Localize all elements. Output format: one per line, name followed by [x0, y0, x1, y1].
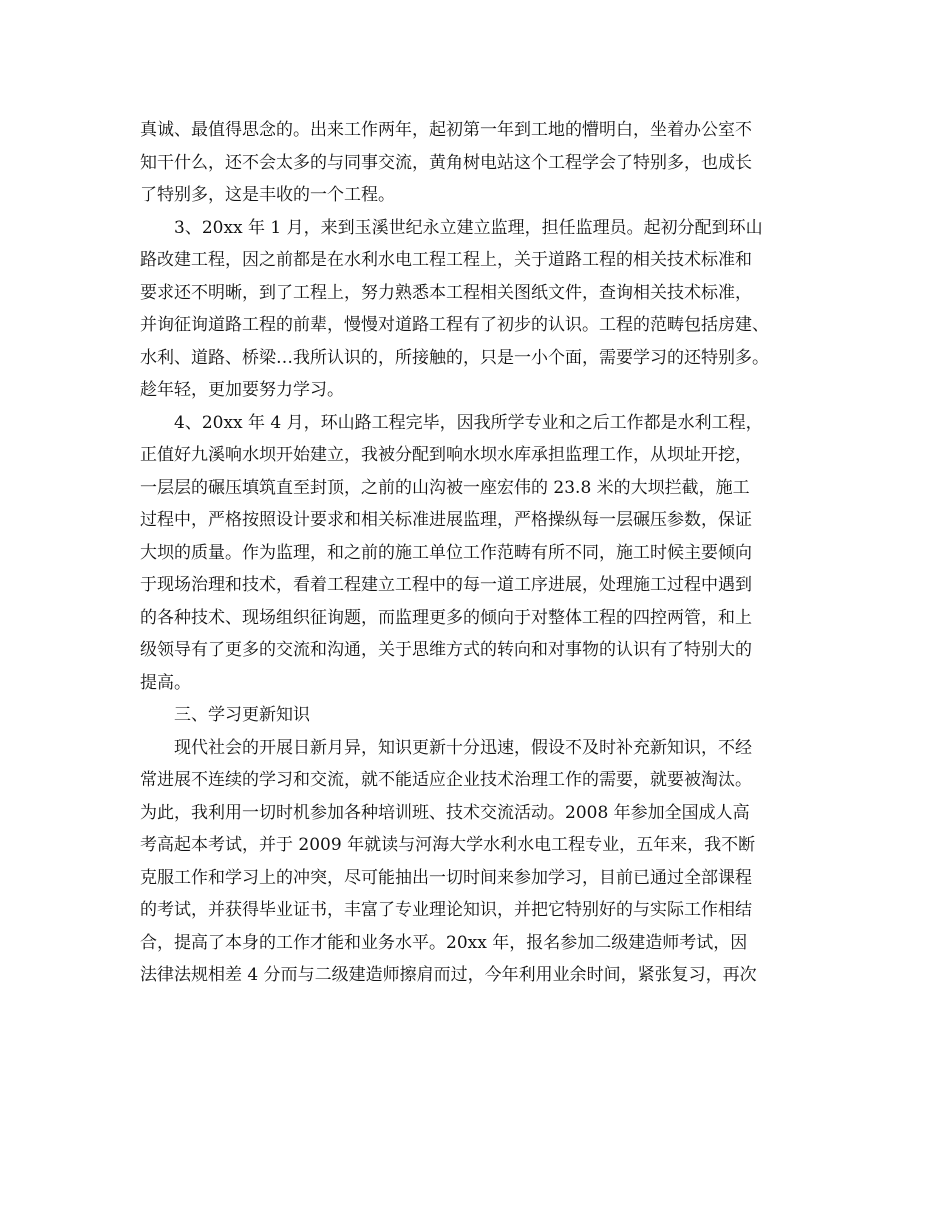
document-body	[140, 114, 820, 992]
text-line: 级领导有了更多的交流和沟通，关于思维方式的转向和对事物的认识有了特别大的	[140, 640, 752, 660]
text-line: 大坝的质量。作为监理，和之前的施工单位工作范畴有所不同，施工时候主要倾向	[140, 542, 752, 563]
text-line: 要求还不明晰，到了工程上，努力熟悉本工程相关图纸文件，查询相关技术标准，	[140, 282, 752, 303]
text-line: 于现场治理和技术，看着工程建立工程中的每一道工序进展，处理施工过程中遇到	[140, 575, 752, 595]
text-line: 现代社会的开展日新月异，知识更新十分迅速，假设不及时补充新知识，不经	[140, 737, 752, 758]
text-line: 常进展不连续的学习和交流，就不能适应企业技术治理工作的需要，就要被淘汰。	[140, 770, 752, 790]
text-line: 正值好九溪响水坝开始建立，我被分配到响水坝水库承担监理工作，从坝址开挖，	[140, 445, 752, 465]
text-line: 了特别多，这是丰收的一个工程。	[140, 185, 395, 205]
text-line: 知干什么，还不会太多的与同事交流，黄角树电站这个工程学会了特别多，也成长	[140, 152, 752, 173]
text-line: 水利、道路、桥梁…我所认识的，所接触的，只是一小个面，需要学习的还特别多。	[140, 347, 769, 368]
text-line: 真诚、最值得思念的。出来工作两年，起初第一年到工地的懵明白，坐着办公室不	[140, 120, 752, 140]
text-line: 4、20xx 年 4 月，环山路工程完毕，因我所学专业和之后工作都是水利工程，	[140, 412, 763, 433]
text-line: 过程中，严格按照设计要求和相关标准进展监理，严格操纵每一层碾压参数，保证	[140, 510, 752, 530]
text-line: 的考试，并获得毕业证书，丰富了专业理论知识，并把它特别好的与实际工作相结	[140, 900, 752, 920]
text-line: 一层层的碾压填筑直至封顶，之前的山沟被一座宏伟的 23.8 米的大坝拦截，施工	[140, 477, 750, 498]
text-line: 路改建工程，因之前都是在水利水电工程工程上，关于道路工程的相关技术标准和	[140, 250, 752, 270]
text-line: 为此，我利用一切时机参加各种培训班、技术交流活动。2008 年参加全国成人高	[140, 802, 750, 823]
text-line: 的各种技术、现场组织征询题，而监理更多的倾向于对整体工程的四控两管，和上	[140, 607, 752, 628]
text-line: 3、20xx 年 1 月，来到玉溪世纪永立建立监理，担任监理员。起初分配到环山	[140, 217, 763, 238]
section-heading: 三、学习更新知识	[140, 705, 310, 725]
text-line: 并询征询道路工程的前辈，慢慢对道路工程有了初步的认识。工程的范畴包括房建、	[140, 315, 769, 335]
text-line: 趁年轻，更加要努力学习。	[140, 380, 344, 400]
text-line: 法律法规相差 4 分而与二级建造师擦肩而过，今年利用业余时间，紧张复习，再次	[140, 965, 757, 985]
text-line: 合，提高了本身的工作才能和业务水平。20xx 年，报名参加二级建造师考试，因	[140, 932, 748, 953]
text-line: 提高。	[140, 672, 191, 693]
text-line: 克服工作和学习上的冲突，尽可能抽出一切时间来参加学习，目前已通过全部课程	[140, 867, 752, 888]
text-line: 考高起本考试，并于 2009 年就读与河海大学水利水电工程专业，五年来，我不断	[140, 835, 756, 855]
